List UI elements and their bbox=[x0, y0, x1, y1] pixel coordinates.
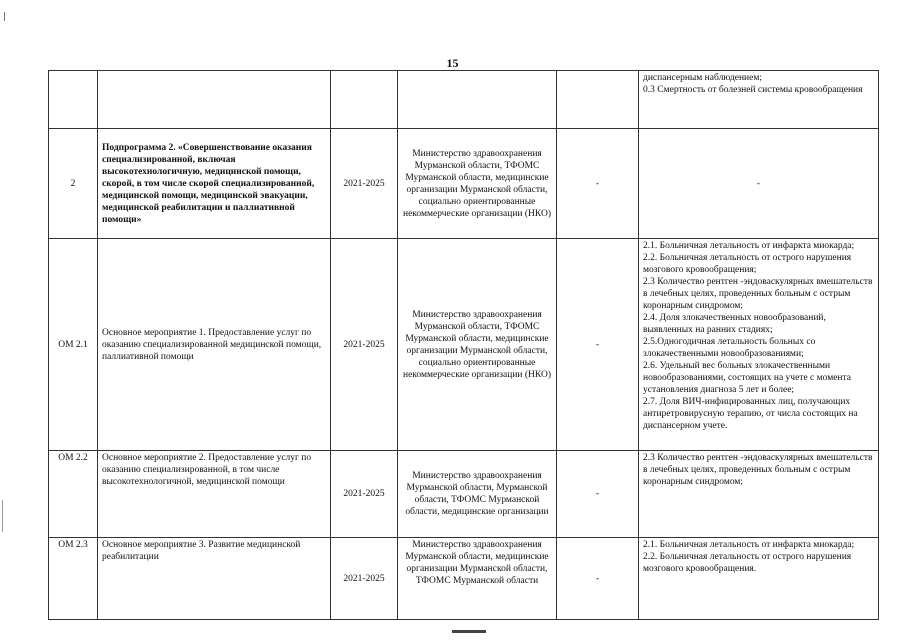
indicator-line: 2.1. Больничная летальность от инфаркта миокарда; bbox=[643, 241, 855, 251]
row-period: 2021-2025 bbox=[331, 129, 398, 239]
row-name: Основное мероприятие 2. Предоставление услуг по оказанию специализированной, в том числе высокотехнологичной, медицинской помощи bbox=[98, 451, 331, 538]
row-number: 2 bbox=[49, 129, 98, 239]
indicator-line: 2.1. Больничная летальность от инфаркта миокарда; bbox=[643, 540, 855, 550]
row-indicators bbox=[639, 538, 879, 620]
row-note: - bbox=[557, 451, 639, 538]
row-name: Основное мероприятие 1. Предоставление услуг по оказанию специализированной медицинской помощи, паллиативной помощи bbox=[98, 239, 331, 451]
row-indicators bbox=[639, 451, 879, 538]
row-name: Основное мероприятие 3. Развитие медицинской реабилитации bbox=[98, 538, 331, 620]
row-period: 2021-2025 bbox=[331, 451, 398, 538]
table-row bbox=[49, 129, 879, 239]
row-indicators bbox=[639, 71, 879, 129]
indicator-line: диспансерным наблюдением; bbox=[643, 73, 763, 83]
row-executors: Министерство здравоохранения Мурманской области, ТФОМС Мурманской области, медицинские организации Мурманской области, социально ориентированные некоммерческие организации (НКО) bbox=[398, 239, 557, 451]
indicator-line: 2.2. Больничная летальность от острого нарушения мозгового кровообращения. bbox=[643, 552, 852, 574]
table-row bbox=[49, 451, 879, 538]
scan-mark bbox=[2, 500, 3, 532]
table-row bbox=[49, 538, 879, 620]
indicator-line: 2.7. Доля ВИЧ-инфицированных лиц, получающих антиретровирусную терапию, от числа состоящих на диспансерном учете. bbox=[643, 397, 858, 431]
scan-mark bbox=[452, 630, 486, 633]
indicator-line: 2.2. Больничная летальность от острого нарушения мозгового кровообращения; bbox=[643, 253, 852, 275]
table-row bbox=[49, 239, 879, 451]
row-period: 2021-2025 bbox=[331, 538, 398, 620]
row-number: ОМ 2.1 bbox=[49, 239, 98, 451]
row-executors bbox=[398, 71, 557, 129]
scan-mark bbox=[4, 12, 5, 21]
table-row bbox=[49, 71, 879, 129]
indicator-line: 0.3 Смертность от болезней системы кровообращения bbox=[643, 85, 863, 95]
row-note: - bbox=[557, 538, 639, 620]
row-note: - bbox=[557, 239, 639, 451]
row-indicators: - bbox=[639, 129, 879, 239]
indicator-line: 2.4. Доля злокачественных новообразований, выявленных на ранних стадиях; bbox=[643, 313, 826, 335]
row-indicators bbox=[639, 239, 879, 451]
row-period bbox=[331, 71, 398, 129]
row-period: 2021-2025 bbox=[331, 239, 398, 451]
indicator-line: 2.3 Количество рентген -эндоваскулярных вмешательств в лечебных целях, проведенных больным с острым коронарным синдромом; bbox=[643, 453, 873, 487]
row-number: ОМ 2.2 bbox=[49, 451, 98, 538]
row-executors: Министерство здравоохранения Мурманской области, медицинские организации Мурманской области, ТФОМС Мурманской области bbox=[398, 538, 557, 620]
row-number: ОМ 2.3 bbox=[49, 538, 98, 620]
indicator-line: 2.3 Количество рентген -эндоваскулярных вмешательств в лечебных целях, проведенных больным с острым коронарным синдромом; bbox=[643, 277, 873, 311]
row-note: - bbox=[557, 129, 639, 239]
indicator-line: 2.6. Удельный вес больных злокачественными новообразованиями, состоящих на учете с момента установления диагноза 5 лет и более; bbox=[643, 361, 852, 395]
indicator-line: 2.5.Одногодичная летальность больных со злокачественными новообразованиями; bbox=[643, 337, 816, 359]
program-table bbox=[48, 70, 879, 620]
row-name: Подпрограмма 2. «Совершенствование оказания специализированной, включая высокотехнологичную, медицинской помощи, скорой, в том числе скорой специализированной, медицинской помощи, медицинской эвакуации, медицинской реабилитации и паллиативной помощи» bbox=[98, 129, 331, 239]
row-executors: Министерство здравоохранения Мурманской области, ТФОМС Мурманской области, медицинские организации Мурманской области, социально ориентированные некоммерческие организации (НКО) bbox=[398, 129, 557, 239]
row-number bbox=[49, 71, 98, 129]
row-name bbox=[98, 71, 331, 129]
row-executors: Министерство здравоохранения Мурманской области, Мурманской области, ТФОМС Мурманской области, медицинские организации bbox=[398, 451, 557, 538]
page-number: 15 bbox=[446, 56, 459, 70]
row-note bbox=[557, 71, 639, 129]
